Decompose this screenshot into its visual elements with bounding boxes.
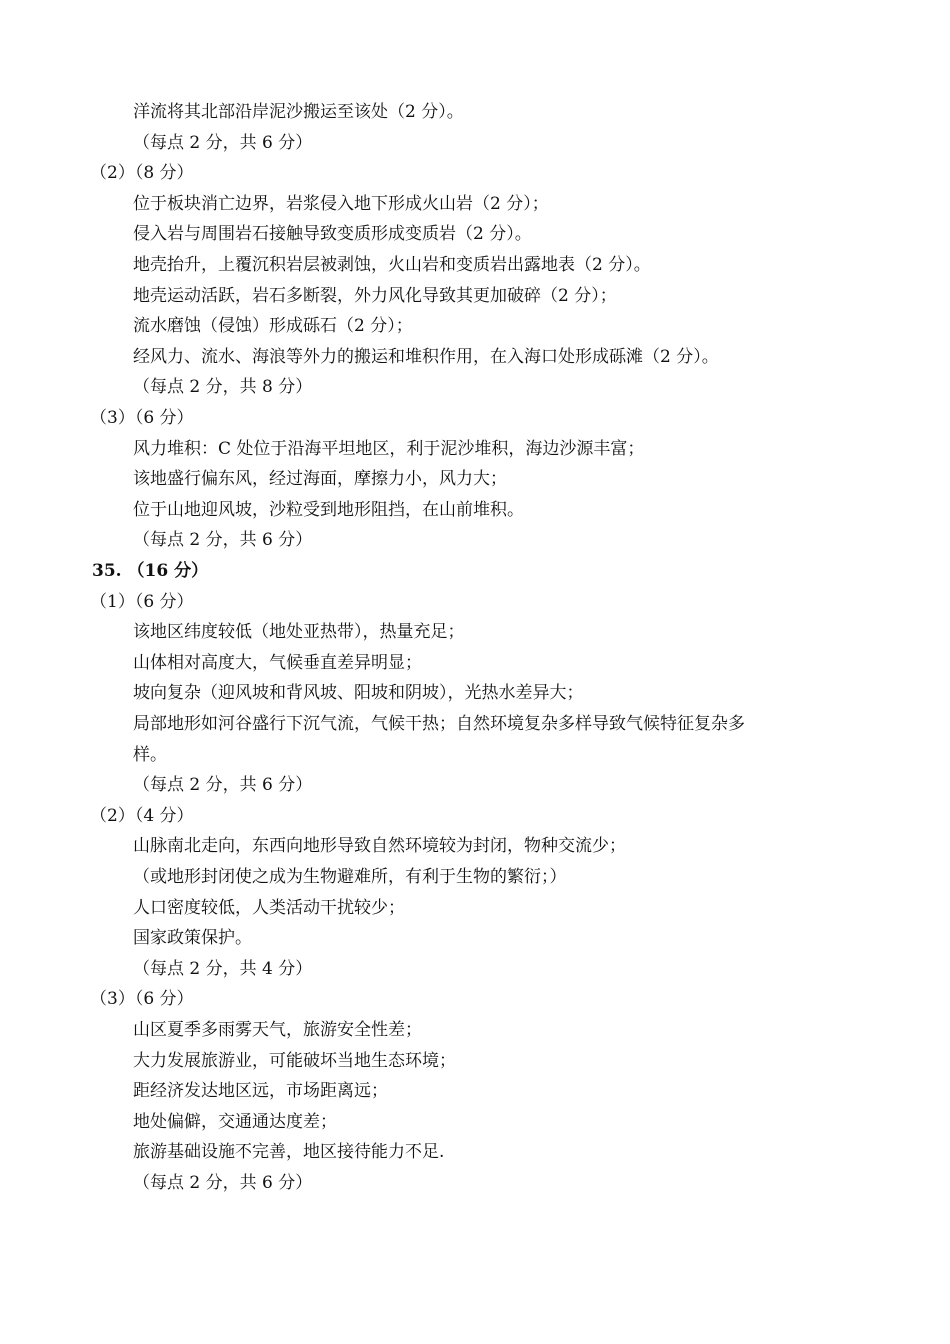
answer-line: 洋流将其北部沿岸泥沙搬运至该处（2 分）。: [133, 102, 464, 122]
answer-line: 山区夏季多雨雾天气，旅游安全性差；: [133, 1020, 422, 1040]
answer-line: 地壳抬升，上覆沉积岩层被剥蚀，火山岩和变质岩出露地表（2 分）。: [133, 255, 651, 275]
score-note: （每点 2 分，共 4 分）: [133, 958, 313, 979]
answer-line: 地壳运动活跃，岩石多断裂，外力风化导致其更加破碎（2 分）；: [133, 285, 617, 306]
answer-line: 山脉南北走向，东西向地形导致自然环境较为封闭，物种交流少；: [133, 836, 626, 857]
answer-line: 样。: [133, 744, 167, 765]
sub-question-heading: （1）（6 分）: [90, 591, 194, 612]
sub-question-heading: （2）（8 分）: [90, 163, 194, 184]
score-note: （每点 2 分，共 8 分）: [133, 377, 313, 398]
score-note: （每点 2 分，共 6 分）: [133, 132, 313, 153]
sub-question-heading: （3）（6 分）: [90, 408, 194, 428]
answer-line: 大力发展旅游业，可能破坏当地生态环境；: [133, 1050, 456, 1071]
answer-line: 局部地形如河谷盛行下沉气流，气候干热；自然环境复杂多样导致气候特征复杂多: [133, 714, 745, 734]
answer-line: 人口密度较低，人类活动干扰较少；: [133, 897, 405, 918]
answer-line: 侵入岩与周围岩石接触导致变质形成变质岩（2 分）。: [133, 224, 532, 245]
score-note: （每点 2 分，共 6 分）: [133, 775, 313, 796]
answer-line: 坡向复杂（迎风坡和背风坡、阳坡和阴坡），光热水差异大；: [133, 683, 584, 704]
answer-line: 位于板块消亡边界，岩浆侵入地下形成火山岩（2 分）；: [133, 193, 549, 214]
score-note: （每点 2 分，共 6 分）: [133, 530, 313, 551]
answer-line: 距经济发达地区远，市场距离远；: [133, 1081, 388, 1102]
score-note: （每点 2 分，共 6 分）: [133, 1173, 313, 1193]
answer-line: 地处偏僻，交通通达度差；: [133, 1111, 337, 1132]
answer-line: 山体相对高度大，气候垂直差异明显；: [133, 652, 422, 673]
sub-question-heading: （2）（4 分）: [90, 805, 194, 826]
answer-line: 风力堆积：C 处位于沿海平坦地区，利于泥沙堆积，海边沙源丰富；: [133, 438, 645, 459]
sub-question-heading: （3）（6 分）: [90, 989, 194, 1010]
question-heading: 35. （16 分）: [92, 561, 209, 581]
answer-line: 国家政策保护。: [133, 928, 252, 949]
answer-line: 旅游基础设施不完善，地区接待能力不足.: [133, 1142, 445, 1163]
answer-line: 该地盛行偏东风，经过海面，摩擦力小，风力大；: [133, 469, 507, 490]
answer-line: 位于山地迎风坡，沙粒受到地形阻挡，在山前堆积。: [133, 499, 524, 520]
answer-line: 经风力、流水、海浪等外力的搬运和堆积作用，在入海口处形成砾滩（2 分）。: [133, 346, 719, 367]
answer-line: 该地区纬度较低（地处亚热带），热量充足；: [133, 622, 465, 643]
answer-line: 流水磨蚀（侵蚀）形成砾石（2 分）；: [133, 316, 413, 337]
answer-line: （或地形封闭使之成为生物避难所，有利于生物的繁衍；）: [133, 867, 567, 887]
